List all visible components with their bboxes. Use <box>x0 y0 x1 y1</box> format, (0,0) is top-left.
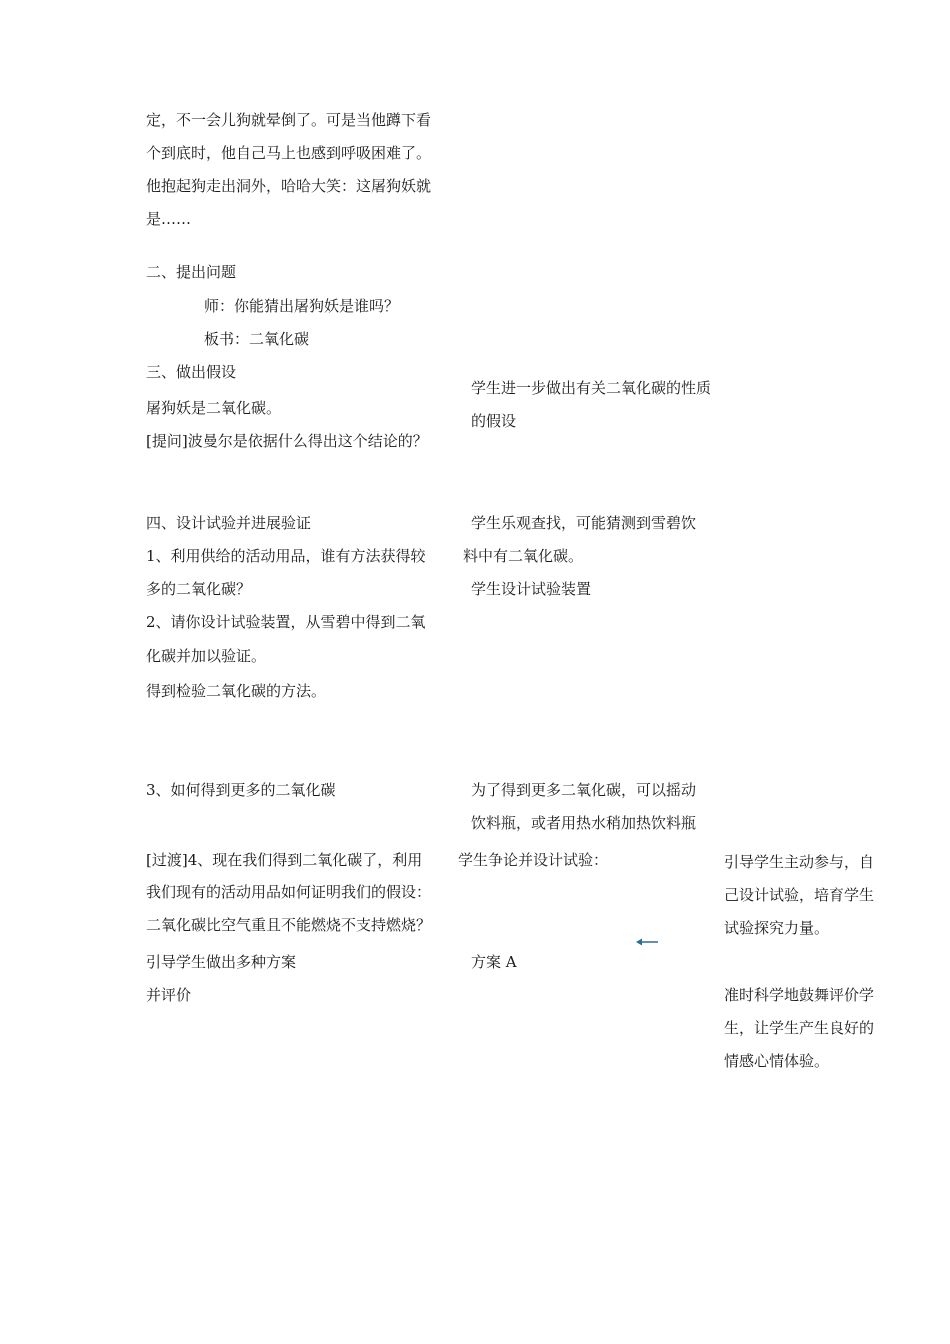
section-heading-questions: 二、提出问题 <box>146 263 237 281</box>
item-2-line-1: 2、请你设计试验装置，从雪碧中得到二氧 <box>146 613 426 631</box>
story-line-3: 他抱起狗走出洞外，哈哈大笑：这屠狗妖就 <box>146 177 432 195</box>
item-3: 3、如何得到更多的二氧化碳 <box>146 781 336 799</box>
section-heading-experiment: 四、设计试验并进展验证 <box>146 514 312 532</box>
transition-line-2: 我们现有的活动用品如何证明我们的假设： <box>146 883 432 901</box>
ask-question: [提问]波曼尔是依据什么得出这个结论的？ <box>146 432 428 450</box>
story-line-1: 定，不一会儿狗就晕倒了。可是当他蹲下看 <box>146 111 432 129</box>
more-co2-line-2: 饮料瓶，或者用热水稍加热饮料瓶 <box>471 814 697 832</box>
student-hypothesis-line-1: 学生进一步做出有关二氧化碳的性质 <box>471 379 712 397</box>
intent-line-2: 己设计试验，培育学生 <box>724 886 875 904</box>
student-search-line-2: 料中有二氧化碳。 <box>463 547 584 565</box>
hypothesis-text: 屠狗妖是二氧化碳。 <box>146 399 282 417</box>
guide-line-2: 并评价 <box>146 986 192 1004</box>
student-hypothesis-line-2: 的假设 <box>471 412 517 430</box>
board-note: 板书：二氧化碳 <box>204 330 310 348</box>
left-arrow-icon <box>634 934 660 950</box>
more-co2-line-1: 为了得到更多二氧化碳，可以摇动 <box>471 781 697 799</box>
transition-line-1: [过渡]4、现在我们得到二氧化碳了，利用 <box>146 851 423 869</box>
transition-line-3: 二氧化碳比空气重且不能燃烧不支持燃烧？ <box>146 916 432 934</box>
story-line-2: 个到底时，他自己马上也感到呼吸困难了。 <box>146 144 432 162</box>
intent-line-3: 试验探究力量。 <box>724 919 830 937</box>
teacher-question: 师：你能猜出屠狗妖是谁吗？ <box>204 297 400 315</box>
detect-method: 得到检验二氧化碳的方法。 <box>146 682 327 700</box>
eval-line-2: 生，让学生产生良好的 <box>724 1019 875 1037</box>
eval-line-1: 准时科学地鼓舞评价学 <box>724 986 875 1004</box>
student-design-device: 学生设计试验装置 <box>471 580 592 598</box>
intent-line-1: 引导学生主动参与，自 <box>724 853 875 871</box>
plan-a: 方案 A <box>471 953 517 971</box>
student-search-line-1: 学生乐观查找，可能猜测到雪碧饮 <box>471 514 697 532</box>
story-line-4: 是…… <box>146 210 192 228</box>
item-1-line-2: 多的二氧化碳？ <box>146 580 252 598</box>
eval-line-3: 情感心情体验。 <box>724 1052 830 1070</box>
item-1-line-1: 1、利用供给的活动用品，谁有方法获得较 <box>146 547 426 565</box>
guide-line-1: 引导学生做出多种方案 <box>146 953 297 971</box>
section-heading-hypothesis: 三、做出假设 <box>146 363 237 381</box>
item-2-line-2: 化碳并加以验证。 <box>146 647 267 665</box>
student-discuss: 学生争论并设计试验： <box>458 851 609 869</box>
